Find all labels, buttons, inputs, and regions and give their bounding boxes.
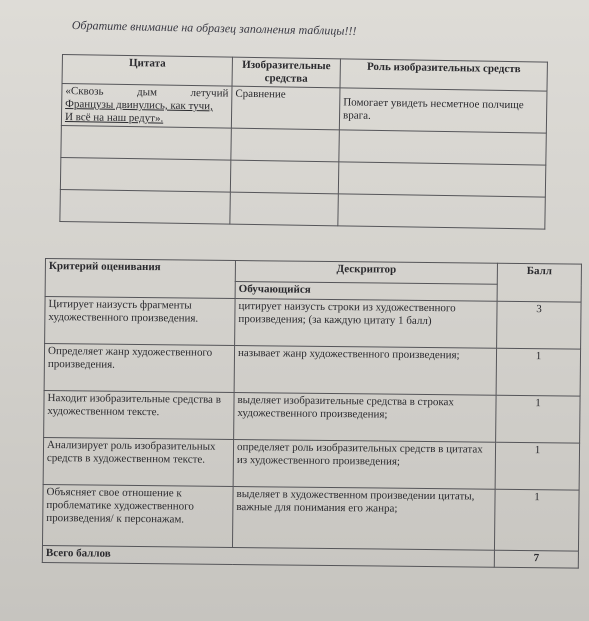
criteria-row [44, 344, 580, 397]
criteria-table-wrap [42, 258, 581, 569]
quote-line-3: И всё на наш редут». [64, 111, 164, 125]
criteria-row [43, 437, 579, 490]
descriptor-cell: выделяет в художественном произведении цитаты, важные для понимания его жанра; [232, 486, 495, 550]
header-student: Обучающийся [235, 281, 497, 301]
example-table-wrap [59, 54, 547, 230]
score-cell: 3 [497, 301, 581, 349]
criteria-header [45, 259, 581, 286]
criterion-cell: Определяет жанр художественного произведения. [44, 344, 234, 393]
total-label: Всего баллов [42, 545, 494, 567]
header-quote: Цитата [62, 55, 232, 87]
header-device: Изобразительные средства [232, 57, 340, 88]
criteria-table [42, 258, 582, 569]
quote-line-2: Французы двинулись, как тучи, [65, 98, 213, 113]
score-cell: 1 [495, 442, 579, 490]
empty-row [60, 189, 545, 229]
example-quote-cell [61, 84, 232, 129]
descriptor-cell: цитирует наизусть строки из художественного произведения; (за каждую цитату 1 балл) [235, 298, 497, 348]
score-cell: 1 [496, 348, 580, 396]
descriptor-cell: называет жанр художественного произведения; [234, 345, 496, 395]
criterion-cell: Цитирует наизусть фрагменты художественного произведения. [45, 297, 235, 346]
score-cell: 1 [496, 395, 580, 443]
criterion-cell: Объясняет свое отношение к проблематике художественного произведения/ к персонажам. [42, 484, 233, 547]
criterion-cell: Находит изобразительные средства в художественном тексте. [44, 390, 234, 439]
descriptor-cell: определяет роль изобразительных средств в цитатах из художественного произведения; [233, 439, 495, 489]
criterion-cell: Анализирует роль изобразительных средств в художественном тексте. [43, 437, 233, 486]
header-descriptor: Дескриптор [235, 260, 497, 284]
example-role-cell: Помогает увидеть несметное полчище врага. [339, 88, 547, 133]
criteria-row [42, 484, 579, 551]
instruction-note: Обратите внимание на образец заполнения таблицы!!! [71, 18, 357, 38]
header-score: Балл [497, 263, 581, 302]
quote-line-1: «Сквозь дым летучий [65, 85, 229, 100]
total-value: 7 [494, 550, 578, 568]
descriptor-cell: выделяет изобразительные средства в строках художественного произведения; [234, 392, 496, 442]
header-criterion: Критерий оценивания [45, 259, 235, 299]
criteria-row [44, 390, 580, 443]
score-cell: 1 [494, 489, 579, 551]
header-role: Роль изобразительных средств [340, 59, 547, 91]
example-table [59, 54, 548, 230]
example-device-cell: Сравнение [231, 86, 340, 130]
criteria-row [45, 297, 581, 350]
